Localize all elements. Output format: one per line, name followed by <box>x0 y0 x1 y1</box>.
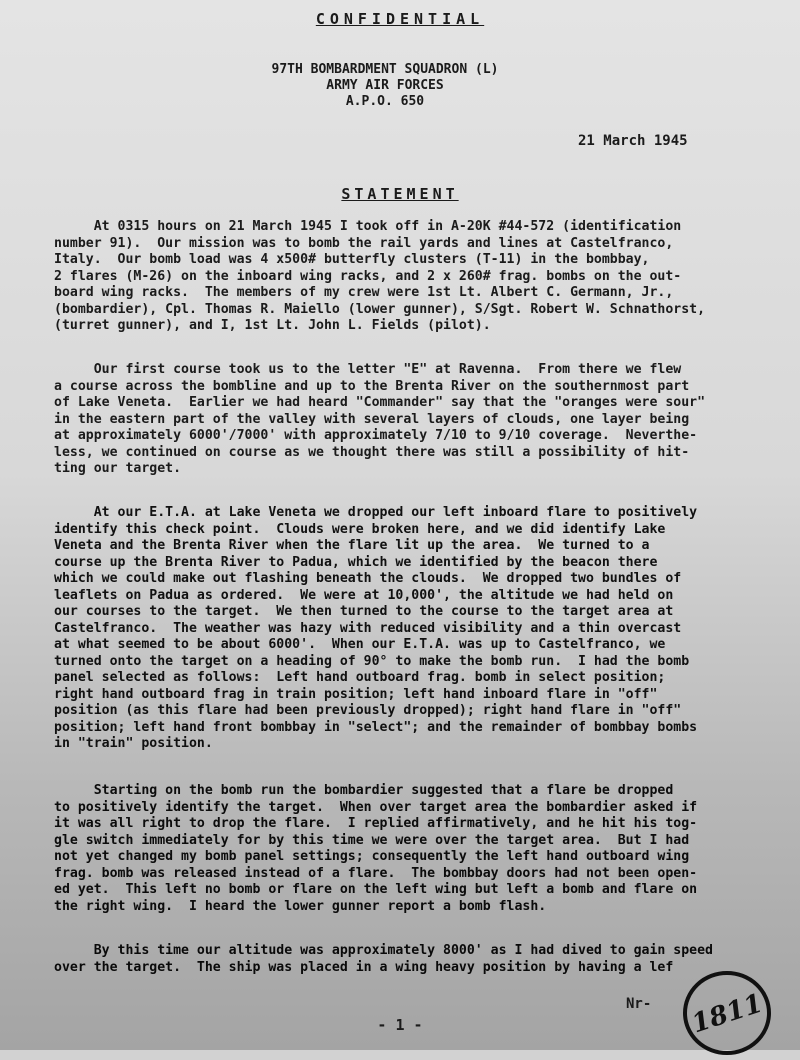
paragraph-altitude: By this time our altitude was approximately 8000' as I had dived to gain speed over the target. The ship was placed in a wing heavy position by having a lef <box>54 943 713 975</box>
header-line-forces: ARMY AIR FORCES <box>326 78 444 93</box>
header-line-apo: A.P.O. 650 <box>345 94 425 109</box>
handwritten-stamp <box>680 966 774 1060</box>
stamp-number-label: Nr- <box>626 996 652 1012</box>
paragraph-first-course: Our first course took us to the letter "E" at Ravenna. From there we flew a course across the bombline and up to the Brenta River on the southernmost part of Lake Veneta. Earlier we had heard "Commander" say that the "oranges were sour" in the eastern part of the valley with several layers of clouds, one layer being at approximately 6000'/7000' with approximately 7/10 to 9/10 coverage. Neverthe- less, we continued on course as we thought there was still a possibility of hit- ting our target. <box>54 362 706 476</box>
unit-header <box>0 62 800 110</box>
header-line-squadron: 97TH BOMBARDMENT SQUADRON (L) <box>271 62 499 77</box>
paragraph-takeoff: At 0315 hours on 21 March 1945 I took off in A-20K #44-572 (identification number 91). Our mission was to bomb the rail yards and lines at Castelfranco, Italy. Our bomb load was 4 x500# butterfly clusters (T-11) in the bombbay, 2 flares (M-26) on the inboard wing racks, and 2 x 260# frag. bombs on the out- board wing racks. The members of my crew were 1st Lt. Albert C. Germann, Jr., (bombardier), Cpl. Thomas R. Maiello (lower gunner), S/Sgt. Robert W. Schnathorst, (turret gunner), and I, 1st Lt. John L. Fields (pilot). <box>54 219 706 333</box>
paragraph-bomb-run: Starting on the bomb run the bombardier suggested that a flare be dropped to positively identify the target. When over target area the bombardier asked if it was all right to drop the flare. I replied affirmatively, and he hit his tog- gle switch immediately for by this time we were over the target area. But I had not yet changed my bomb panel settings; consequently the left hand outboard wing frag. bomb was released instead of a flare. The bombbay doors had not been open- ed yet. This left no bomb or flare on the left wing but left a bomb and flare on the right wing. I heard the lower gunner report a bomb flash. <box>54 783 698 914</box>
document-date: 21 March 1945 <box>578 133 688 149</box>
page-number: - 1 - <box>377 1016 423 1034</box>
classification-marking: CONFIDENTIAL <box>315 10 485 28</box>
document-title: STATEMENT <box>341 185 459 203</box>
svg-text:1811: 1811 <box>688 988 767 1040</box>
paragraph-eta-lake-veneta: At our E.T.A. at Lake Veneta we dropped our left inboard flare to positively identify this check point. Clouds were broken here, and we did identify Lake Veneta and the Brenta River when the flare lit up the area. We turned to a course up the Brenta River to Padua, which we identified by the beacon there which we could make out flashing beneath the clouds. We dropped two bundles of leaflets on Padua as ordered. We were at 10,000', the altitude we had held on our courses to the target. We then turned to the course to the target area at Castelfranco. The weather was hazy with reduced visibility and a thin overcast at what seemed to be about 6000'. When our E.T.A. was up to Castelfranco, we turned onto the target on a heading of 90° to make the bomb run. I had the bomb panel selected as follows: Left hand outboard frag. bomb in select position; right hand outboard frag in train position; left hand inboard flare in "off" position (as this flare had been previously dropped); right hand flare in "off" position; left hand front bombbay in "select"; and the remainder of bombbay bombs in "train" position. <box>54 505 698 751</box>
